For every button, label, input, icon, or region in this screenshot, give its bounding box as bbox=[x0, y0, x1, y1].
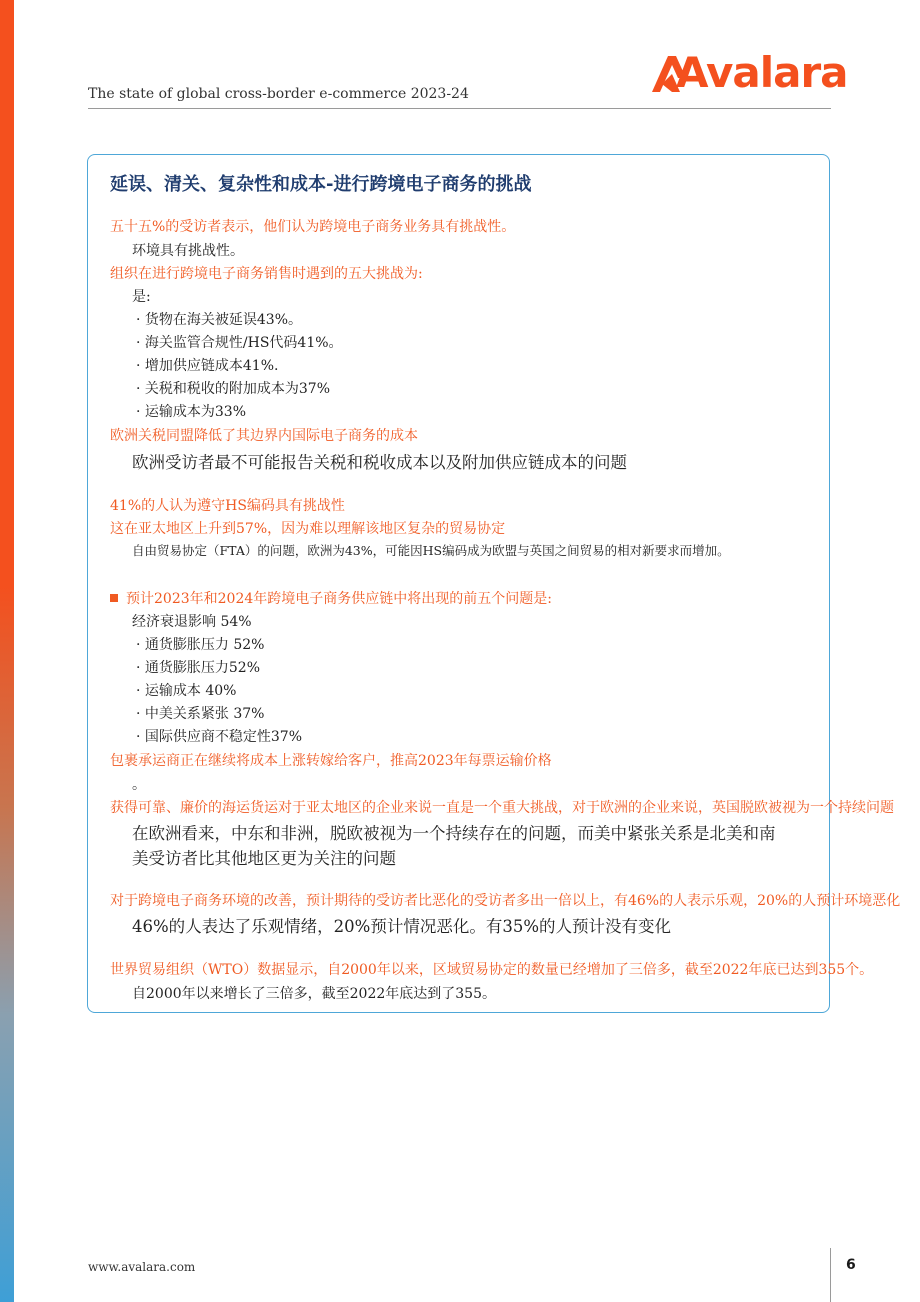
list-item: · 货物在海关被延误43%。 bbox=[136, 312, 303, 328]
list-item: · 增加供应链成本41%. bbox=[136, 358, 279, 374]
brexit-text: 在欧洲看来，中东和非洲，脱欧被视为一个持续存在的问题，而美中紧张关系是北美和南 bbox=[132, 824, 776, 843]
outlook-heading: 对于跨境电子商务环境的改善，预计期待的受访者比恶化的受访者多出一倍以上，有46%的人表示乐观，20%的人预计环境恶化 bbox=[110, 893, 901, 909]
wto-text: 自2000年以来增长了三倍多，截至2022年底达到了355。 bbox=[132, 986, 496, 1002]
list-item: · 运输成本 40% bbox=[136, 683, 237, 699]
footer-divider bbox=[830, 1248, 831, 1302]
header-divider bbox=[88, 108, 831, 109]
logo-wordmark: Avalara bbox=[676, 48, 848, 97]
fta-text: 自由贸易协定（FTA）的问题，欧洲为43%，可能因HS编码成为欧盟与英国之间贸易的相对新要求而增加。 bbox=[132, 543, 730, 558]
challenge-intro: 五十五%的受访者表示，他们认为跨境电子商务业务具有挑战性。 bbox=[110, 219, 516, 235]
list-item: · 通货膨胀压力 52% bbox=[136, 637, 265, 653]
list-item: 经济衰退影响 54% bbox=[132, 614, 252, 630]
challenge-intro-cont: 环境具有挑战性。 bbox=[132, 243, 244, 259]
parcel-carrier-heading: 包裹承运商正在继续将成本上涨转嫁给客户，推高2023年每票运输价格 bbox=[110, 753, 552, 769]
hs-code-heading: 41%的人认为遵守HS编码具有挑战性 bbox=[110, 498, 345, 514]
supply-chain-heading bbox=[110, 588, 552, 608]
page-number: 6 bbox=[846, 1257, 856, 1273]
list-item: · 通货膨胀压力52% bbox=[136, 660, 261, 676]
apac-heading: 这在亚太地区上升到57%，因为难以理解该地区复杂的贸易协定 bbox=[110, 521, 506, 537]
footer-url: www.avalara.com bbox=[88, 1260, 196, 1274]
brexit-text-cont: 美受访者比其他地区更为关注的问题 bbox=[132, 849, 396, 868]
supply-chain-heading-text: 预计2023年和2024年跨境电子商务供应链中将出现的前五个问题是: bbox=[126, 591, 552, 607]
list-item: · 运输成本为33% bbox=[136, 404, 247, 420]
section-title: 延误、清关、复杂性和成本-进行跨境电子商务的挑战 bbox=[110, 174, 532, 195]
report-title: The state of global cross-border e-commerce 2023-24 bbox=[88, 86, 469, 102]
side-accent-bar bbox=[0, 0, 14, 1302]
bullet-square-icon bbox=[110, 594, 118, 602]
eu-customs-text: 欧洲受访者最不可能报告关税和税收成本以及附加供应链成本的问题 bbox=[132, 453, 627, 472]
wto-heading: 世界贸易组织（WTO）数据显示，自2000年以来，区域贸易协定的数量已经增加了三倍多，截至2022年底已达到355个。 bbox=[110, 962, 874, 978]
list-item: · 海关监管合规性/HS代码41%。 bbox=[136, 335, 343, 351]
list-item: · 关税和税收的附加成本为37% bbox=[136, 381, 331, 397]
top-five-heading: 组织在进行跨境电子商务销售时遇到的五大挑战为: bbox=[110, 266, 423, 282]
avalara-logo bbox=[650, 48, 848, 98]
list-item: · 中美关系紧张 37% bbox=[136, 706, 265, 722]
list-item: · 国际供应商不稳定性37% bbox=[136, 729, 303, 745]
eu-customs-heading: 欧洲关税同盟降低了其边界内国际电子商务的成本 bbox=[110, 428, 418, 444]
freight-heading: 获得可靠、廉价的海运货运对于亚太地区的企业来说一直是一个重大挑战，对于欧洲的企业来说，英国脱欧被视为一个持续问题 bbox=[110, 800, 894, 816]
top-five-lead: 是: bbox=[132, 289, 151, 305]
parcel-carrier-cont: 。 bbox=[132, 777, 146, 793]
outlook-text: 46%的人表达了乐观情绪，20%预计情况恶化。有35%的人预计没有变化 bbox=[132, 917, 672, 936]
